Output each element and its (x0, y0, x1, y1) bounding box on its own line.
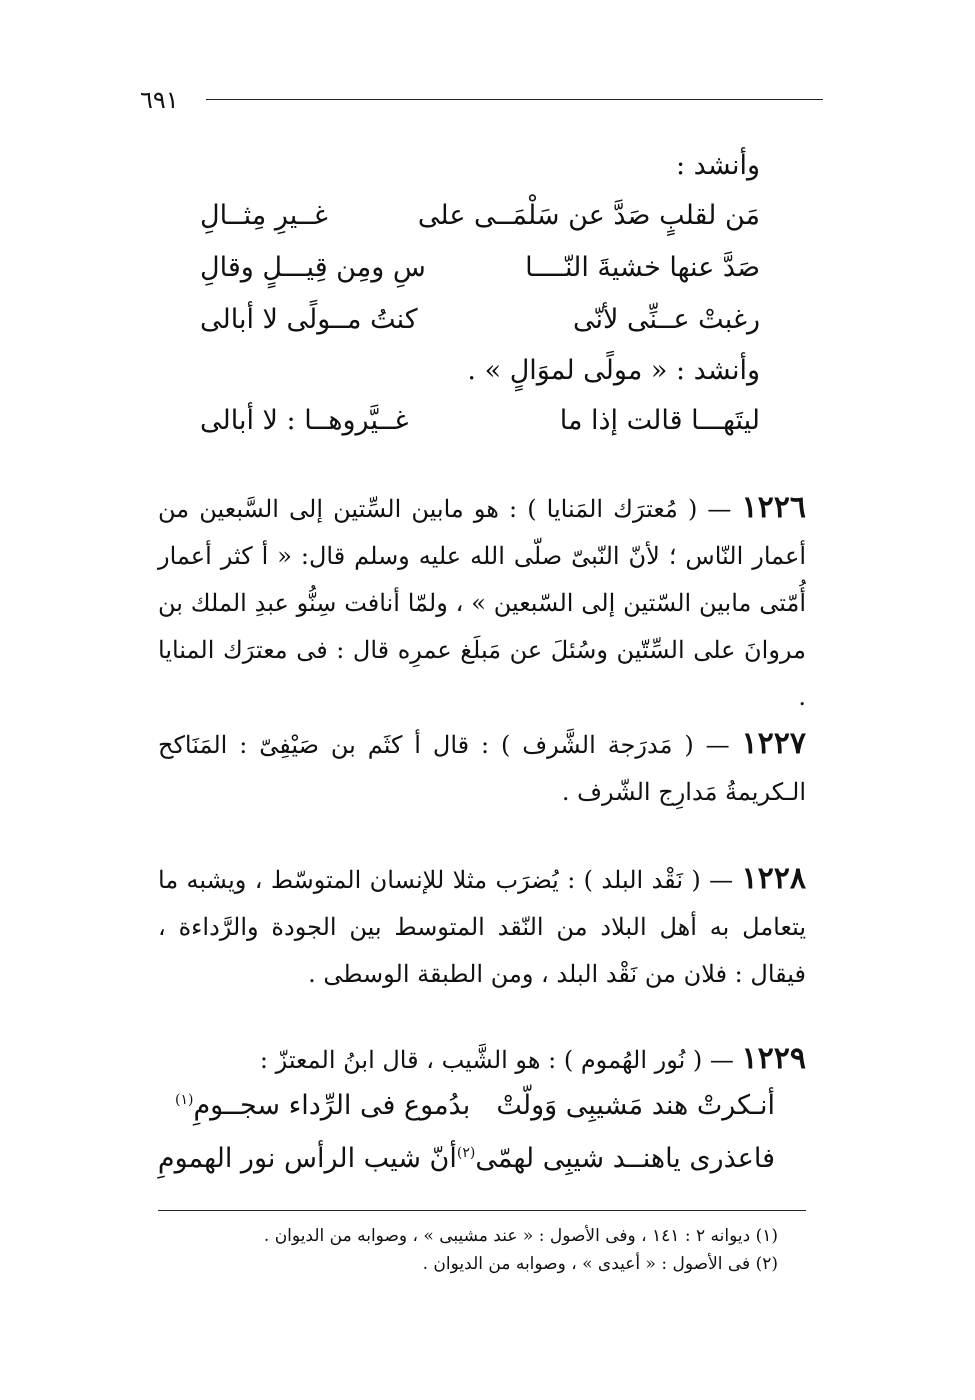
entry-number: ١٢٢٨ (741, 861, 806, 896)
poem-intro: وأنشد : (676, 150, 760, 181)
verse-second-half: أنّ شيب الرأس نور الهمومِ (157, 1143, 457, 1174)
header-rule (206, 99, 823, 100)
footnote-rule (158, 1210, 806, 1211)
verse-second-half: بدُموع فى الرِّداء سجــومِ (193, 1090, 471, 1121)
entry-1227 (158, 720, 806, 816)
entry-1226 (158, 484, 806, 721)
verse-first-half: مَن لقلبٍ صَدَّ عن سَلْمَــى على (417, 200, 760, 231)
entry-text: — ( نُور الهُموم ) : هو الشَّيب ، قال ابنُ المعتزّ : (259, 1046, 734, 1074)
verse-line (200, 405, 760, 436)
verse-line (175, 1090, 775, 1121)
footnote: (٢) فى الأصول : « أعيدى » ، وصوابه من الديوان . (422, 1254, 778, 1274)
poem-intro: وأنشد : « مولًى لموَالٍ » . (467, 355, 760, 386)
entry-number: ١٢٢٧ (741, 726, 806, 761)
verse-first-half: صَدَّ عنها خشيةَ النّــــا (525, 252, 760, 283)
entry-text: — ( مُعترَك المَنايا ) : هو مابين السِّتين إلى السَّبعين من أعمار النّاس ؛ لأنّ النّبىّ صلّى الله عليه وسلم قال: « أ كثر أعمار أُمّتى مابين السّتين إلى السّبعين » ، ولمّا أنافت سِنُّو عبدِ الملك بن مروانَ على السِّتّين وسُئلَ عن مَبلَغ عمرِه قال : فى معترَك المنايا . (158, 495, 806, 711)
entry-text: — ( مَدرَجة الشَّرف ) : قال أ كثَم بن صَيْفِىّ : المَنَاكح الـكريمةُ مَدارِج الشّرف . (158, 731, 806, 806)
verse-first-half: رغبتْ عــنِّى لأنّى (573, 304, 760, 335)
verse-line (200, 304, 760, 335)
verse-first-half: ليتَهـــا قالت إذا ما (559, 405, 760, 436)
verse-first-half: فاعذرى ياهنــد شيبِى لهمّى (475, 1143, 775, 1174)
entry-number: ١٢٢٦ (741, 490, 806, 525)
entry-text: — ( نَقْد البلد ) : يُضرَب مثلا للإنسان المتوسّط ، ويشبه ما يتعامل به أهل البلاد من النّقد المتوسط بين الجودة والرَّداءة ، فيقال : فلان من نَقْد البلد ، ومن الطبقة الوسطى . (158, 866, 806, 988)
verse-second-half: غــيَّروهــا : لا أبالى (200, 405, 409, 436)
entry-1229 (158, 1035, 806, 1084)
verse-second-half: سِ ومِن قِيـــلٍ وقالِ (200, 252, 426, 283)
entry-number: ١٢٢٩ (741, 1041, 806, 1076)
page-number: ٦٩١ (140, 86, 179, 114)
verse-line (200, 252, 760, 283)
verse-line (200, 200, 760, 231)
verse-second-half: غــيرِ مِثــالِ (200, 200, 328, 231)
footnote: (١) ديوانه ٢ : ١٤١ ، وفى الأصول : « عند مشيبى » ، وصوابه من الديوان . (263, 1226, 778, 1246)
footnote-marker: (٢) (456, 1145, 476, 1161)
entry-1228 (158, 855, 806, 998)
verse-line (157, 1143, 775, 1174)
verse-second-half: كنتُ مــولًى لا أبالى (200, 304, 418, 335)
page-header (140, 86, 823, 116)
verse-first-half: أنـكرتْ هند مَشيبِى وَولّتْ (496, 1090, 775, 1121)
footnote-marker: (١) (175, 1092, 194, 1108)
